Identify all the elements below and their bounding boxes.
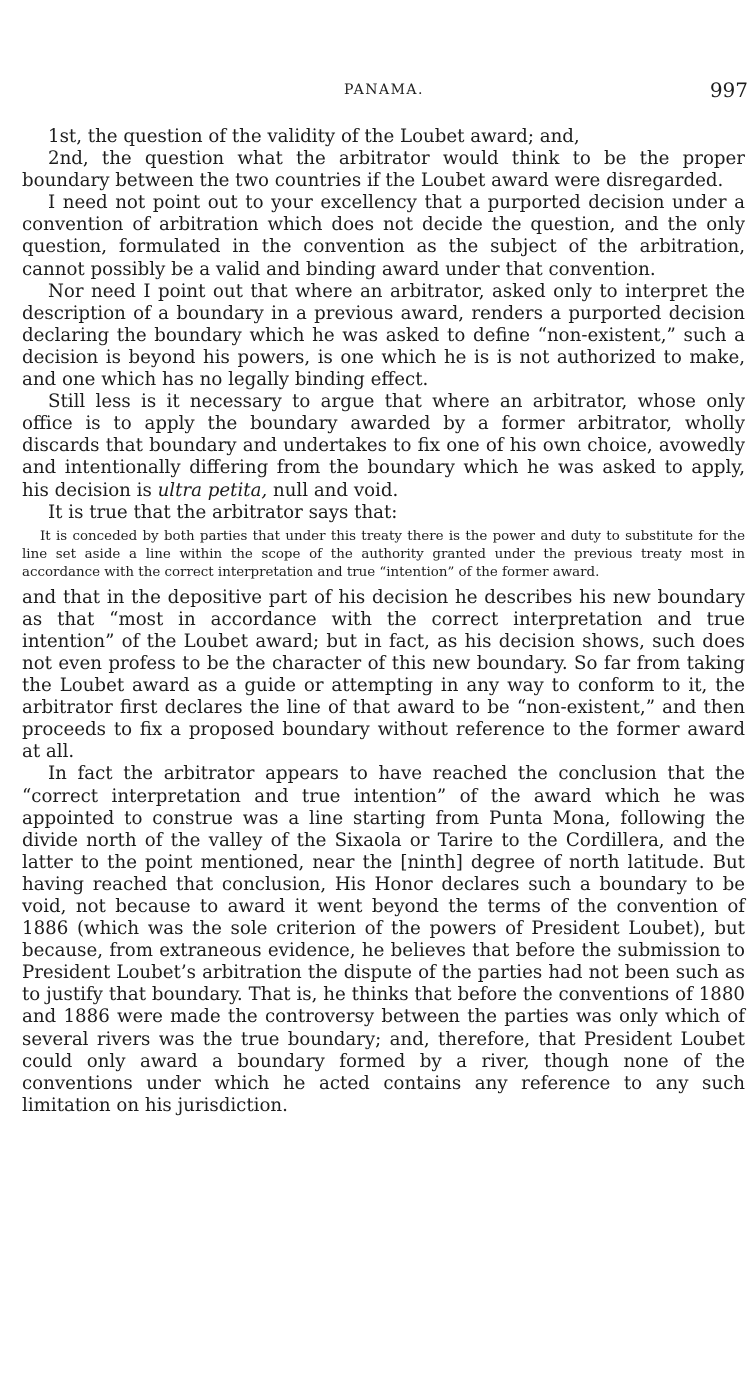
still-less-text: Still less is it necessary to argue that where an arbitrator, whose only office is to apply the boundary awarded by a former arbitrator, wholly discards that boundary and undertakes to fix one of his own choice, avowedly and intentionally differing from the boundary which he was asked to apply, his decision is <box>22 391 745 501</box>
paragraph-depositive-part: and that in the depositive part of his decision he describes his new boundary as that “most in accordance with the correct interpretation and true intention” of the Loubet award; but in fact, as his decision shows, such does not even profess to be the character of this new boundary. So far from taking the Loubet award as a guide or attempting in any way to conform to it, the arbitrator first declares the line of that award to be “non-existent,” and then proceeds to fix a proposed boundary without reference to the former award at all. <box>22 586 745 763</box>
running-title: PANAMA. <box>343 82 424 98</box>
body-text <box>22 126 745 1117</box>
paragraph-first-question: 1st, the question of the validity of the Loubet award; and, <box>48 126 580 147</box>
paragraph-non-existent: Nor need I point out that where an arbitrator, asked only to interpret the description of a boundary in a previous award, renders a purported decision declaring the boundary which he was asked to define “non-existent,” such a decision is beyond his powers, is one which he is is not authorized to make, and one which has no legally binding effect. <box>22 280 745 391</box>
paragraph-arbitrator-says: It is true that the arbitrator says that: <box>48 501 398 523</box>
block-quote-text: It is conceded by both parties that under this treaty there is the power and duty to substitute for the line set aside a line within the scope of the authority granted under the previous treaty most in accordance with the correct interpretation and true “intention” of the former award. <box>22 528 745 580</box>
running-head <box>20 78 748 102</box>
paragraph-correct-interpretation: In fact the arbitrator appears to have reached the conclusion that the “correct interpretation and true intention” of the award which he was appointed to construe was a line starting from Punta Mona, following the divide north of the valley of the Sixaola or Tarire to the Cordillera, and the latter to the point mentioned, near the [ninth] degree of north latitude. But having reached that conclusion, His Honor declares such a boundary to be void, not because to award it went beyond the terms of the convention of 1886 (which was the sole criterion of the powers of President Loubet), but because, from extraneous evidence, he believes that before the submission to President Loubet’s arbitration the dispute of the parties had not been such as to justify that boundary. That is, he thinks that before the conventions of 1880 and 1886 were made the controversy between the parties was only which of several rivers was the true boundary; and, therefore, that President Loubet could only award a boundary formed by a river, though none of the conventions under which he acted contains any reference to any such limitation on his jurisdiction. <box>22 763 745 1116</box>
paragraph-purported-decision: I need not point out to your excellency that a purported decision under a convention of arbitration which does not decide the question, and the only question, formulated in the convention as the subject of the arbitration, cannot possibly be a valid and binding award under that convention. <box>22 192 745 280</box>
page-number: 997 <box>709 78 748 102</box>
ultra-petita-phrase: ultra petita, <box>157 479 268 501</box>
still-less-ending: null and void. <box>267 479 399 501</box>
block-quote <box>22 528 745 582</box>
paragraph-still-less <box>22 391 745 501</box>
paragraph-second-question: 2nd, the question what the arbitrator would think to be the proper boundary between the two countries if the Loubet award were disregarded. <box>22 148 745 192</box>
